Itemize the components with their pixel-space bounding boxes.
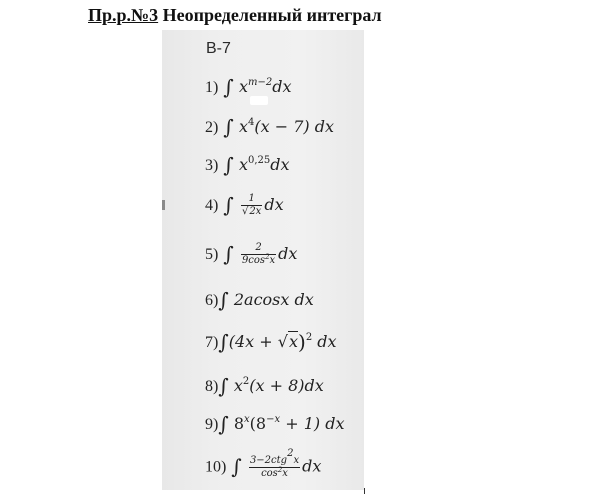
root-sign: √	[277, 332, 288, 351]
task-2	[205, 117, 334, 137]
exponent: 0,25	[247, 155, 271, 166]
expression-mid: (8	[249, 414, 267, 433]
numerator	[249, 448, 300, 468]
root-sign: √	[241, 206, 249, 217]
task-number: 9)	[205, 416, 219, 433]
numerator: 2	[241, 242, 276, 255]
integral-sign: ∫	[223, 75, 234, 99]
task-number: 1)	[205, 79, 219, 96]
task-number: 2)	[205, 119, 219, 136]
expression-rest: (x − 7) dx	[254, 117, 334, 136]
work-code: Пр.р.№3	[88, 5, 159, 25]
numerator-b: x	[293, 455, 300, 466]
differential: dx	[312, 332, 337, 351]
fraction	[241, 193, 262, 218]
base: x	[238, 155, 248, 174]
expression-open: (4x +	[228, 332, 278, 351]
integral-sign: ∫	[223, 193, 234, 217]
differential: dx	[264, 195, 284, 214]
denominator	[241, 206, 262, 218]
task-9	[205, 414, 344, 434]
task-6	[205, 290, 314, 310]
task-number: 7)	[205, 334, 219, 351]
task-1	[205, 77, 291, 97]
integral-sign: ∫	[231, 454, 242, 479]
base: x	[233, 376, 243, 395]
page-header	[88, 5, 382, 26]
integral-sign: ∫	[223, 115, 234, 139]
radicand: 2x	[249, 206, 262, 217]
denominator-a: 9cos	[241, 255, 266, 266]
fraction	[249, 448, 300, 480]
exponent: 2	[305, 332, 313, 343]
differential: dx	[302, 456, 322, 476]
task-7	[205, 332, 337, 352]
exponent: m−2	[247, 77, 273, 88]
task-3	[205, 155, 290, 175]
exponent: 4	[247, 117, 255, 128]
task-number: 3)	[205, 157, 219, 174]
denominator-exponent: 2	[277, 466, 283, 474]
white-blot	[250, 96, 268, 105]
task-number: 5)	[205, 246, 219, 263]
expression-rest: + 1) dx	[280, 414, 345, 433]
expression-rest: (x + 8)dx	[249, 376, 324, 395]
integral-sign: ∫	[218, 374, 229, 398]
edge-mark	[364, 488, 365, 494]
denominator-b: x	[269, 255, 276, 266]
differential: dx	[278, 244, 298, 263]
numerator-exponent: 2	[287, 448, 294, 459]
task-number: 8)	[205, 378, 219, 395]
task-10	[205, 448, 322, 480]
denominator-exponent: 2	[265, 253, 270, 261]
base: x	[238, 117, 248, 136]
edge-mark	[162, 200, 165, 210]
close-paren: )	[298, 330, 306, 354]
denominator-b: x	[282, 468, 288, 479]
exponent-2: −x	[266, 414, 281, 425]
exponent-1: x	[244, 414, 250, 425]
task-number: 6)	[205, 292, 219, 309]
differential: dx	[270, 155, 290, 174]
numerator: 1	[241, 193, 262, 206]
denominator-a: cos	[261, 468, 278, 479]
integral-sign: ∫	[223, 153, 234, 177]
assignment-sheet	[162, 30, 364, 490]
task-8	[205, 376, 324, 396]
integral-sign: ∫	[218, 330, 229, 354]
task-5	[205, 242, 297, 267]
integral-sign: ∫	[218, 412, 229, 436]
denominator	[241, 255, 276, 267]
integral-sign: ∫	[223, 242, 234, 266]
differential: dx	[272, 77, 292, 96]
base: x	[238, 77, 248, 96]
radicand: x	[288, 332, 299, 351]
task-number: 4)	[205, 197, 219, 214]
variant-label: В-7	[206, 40, 231, 57]
task-4	[205, 193, 284, 218]
denominator	[249, 468, 300, 480]
base: 8	[233, 414, 245, 433]
fraction	[241, 242, 276, 267]
expression: 2acosx dx	[233, 290, 314, 309]
integral-sign: ∫	[218, 288, 229, 312]
task-number: 10)	[205, 458, 227, 476]
work-title: Неопределенный интеграл	[158, 5, 382, 25]
numerator-a: 3−2ctg	[249, 455, 288, 466]
exponent: 2	[242, 376, 250, 387]
